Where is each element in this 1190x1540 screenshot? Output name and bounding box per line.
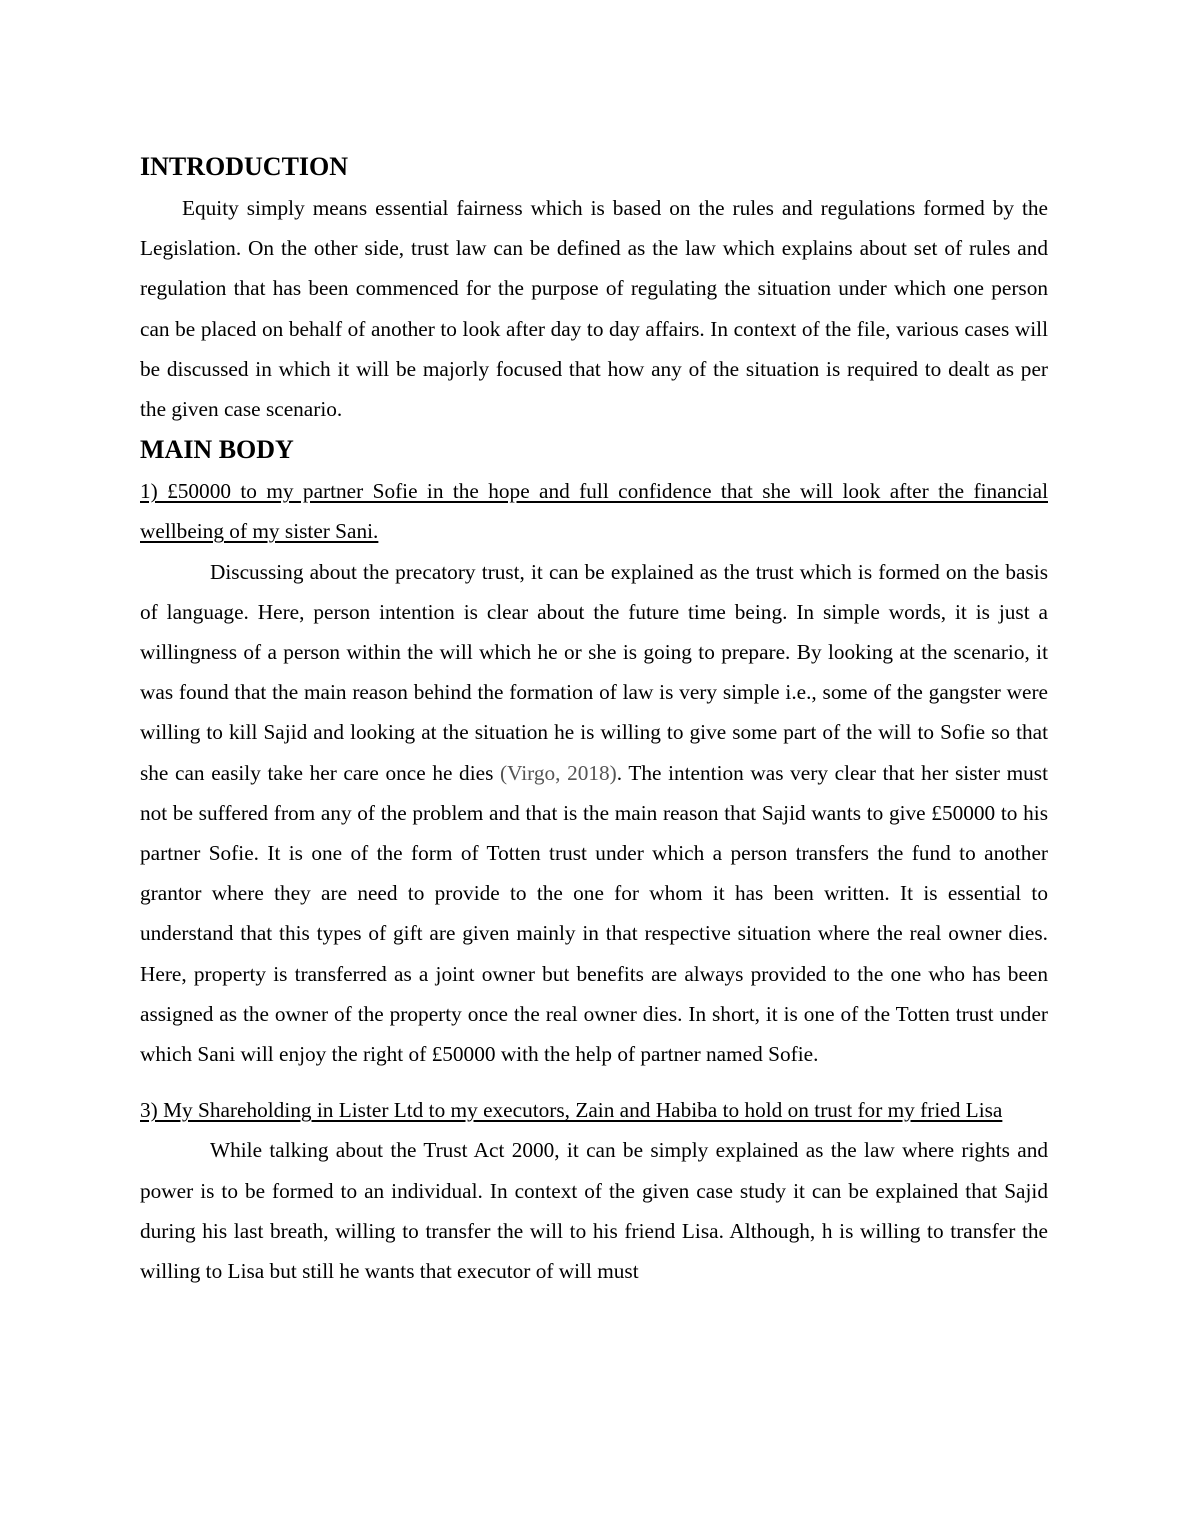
introduction-paragraph: Equity simply means essential fairness which is based on the rules and regulations formed by the Legislation. On the other side, trust law can be defined as the law which explains about set of rules and regulation that has been commenced for the purpose of regulating the situation under which one person can be placed on behalf of another to look after day to day affairs. In context of the file, various cases will be discussed in which it will be majorly focused that how any of the situation is required to dealt as per the given case scenario. <box>140 196 1048 422</box>
section-1-citation: (Virgo, 2018) <box>500 760 617 785</box>
introduction-heading: INTRODUCTION <box>140 152 349 181</box>
section-1-paragraph <box>140 552 1048 1075</box>
section-1-subheading: 1) £50000 to my partner Sofie in the hope and full confidence that she will look after the financial wellbeing of my sister Sani. <box>140 479 1048 544</box>
main-body-heading: MAIN BODY <box>140 435 294 465</box>
section-1-text-before-citation: Discussing about the precatory trust, it can be explained as the trust which is formed on the basis of language. Here, person intention is clear about the future time being. In simple words, it is just a willingness of a person within the will which he or she is going to prepare. By looking at the scenario, it was found that the main reason behind the formation of law is very simple i.e., some of the gangster were willing to kill Sajid and looking at the situation he is willing to give some part of the will to Sofie so that she can easily take her care once he dies <box>140 559 1048 785</box>
section-1-text-after-citation: . The intention was very clear that her sister must not be suffered from any of the problem and that is the main reason that Sajid wants to give £50000 to his partner Sofie. It is one of the form of Totten trust under which a person transfers the fund to another grantor where they are need to provide to the one for whom it has been written. It is essential to understand that this types of gift are given mainly in that respective situation where the real owner dies. Here, property is transferred as a joint owner but benefits are always provided to the one who has been assigned as the owner of the property once the real owner dies. In short, it is one of the Totten trust under which Sani will enjoy the right of £50000 with the help of partner named Sofie. <box>140 760 1049 1067</box>
section-3-paragraph: While talking about the Trust Act 2000, it can be simply explained as the law where rights and power is to be formed to an individual. In context of the given case study it can be explained that Sajid during his last breath, willing to transfer the will to his friend Lisa. Although, h is willing to transfer the willing to Lisa but still he wants that executor of will must <box>140 1138 1048 1284</box>
section-3-subheading: 3) My Shareholding in Lister Ltd to my executors, Zain and Habiba to hold on trust for my fried Lisa <box>140 1098 1003 1123</box>
document-page <box>140 146 1048 1291</box>
